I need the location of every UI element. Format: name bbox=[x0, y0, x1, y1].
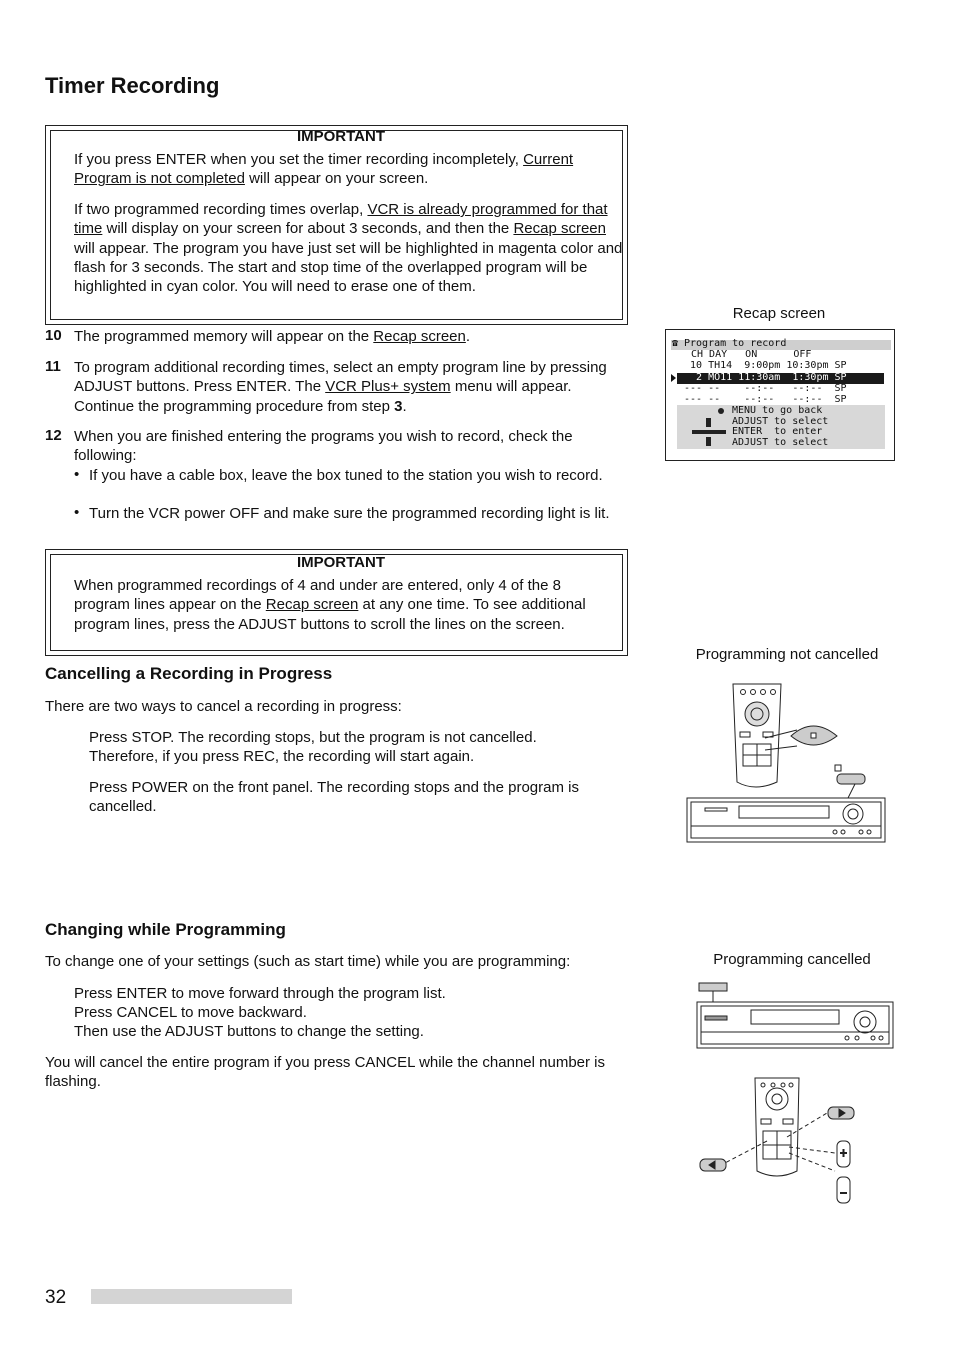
cancel-option-1: Press STOP. The recording stops, but the program is not cancelled. Therefore, if you press REC, the recording will start again. bbox=[89, 729, 537, 766]
recap-header: CH DAY ON OFF bbox=[691, 349, 812, 360]
adjust-button-icon-2 bbox=[706, 437, 711, 446]
page-title: Timer Recording bbox=[45, 73, 220, 98]
recap-row-1: 10 TH14 9:00pm 10:30pm SP bbox=[684, 360, 847, 371]
footer-bar bbox=[91, 1289, 292, 1304]
cancel-intro: There are two ways to cancel a recording in progress: bbox=[45, 698, 402, 715]
recap-help-3: ENTER to enter bbox=[732, 426, 823, 437]
caption-not-cancelled: Programming not cancelled bbox=[695, 646, 879, 663]
recap-row-2: 2 MO11 11:30am 1:30pm SP bbox=[684, 372, 847, 383]
recap-phone-icon: ☎ bbox=[672, 338, 679, 349]
important-heading-1: IMPORTANT bbox=[296, 128, 386, 145]
recap-row-4: --- -- --:-- --:-- SP bbox=[684, 394, 847, 405]
vcr-power-illustration bbox=[695, 980, 895, 1052]
change-line-3: Then use the ADJUST buttons to change the setting. bbox=[74, 1023, 424, 1040]
important-1-para-1: If you press ENTER when you set the timer recording incompletely, Current Program is not completed will appear on your screen. bbox=[74, 151, 574, 188]
recap-title: Program to record bbox=[684, 338, 787, 349]
page-number: 32 bbox=[45, 1287, 67, 1308]
change-section-heading: Changing while Programming bbox=[45, 920, 286, 939]
change-line-2: Press CANCEL to move backward. bbox=[74, 1004, 307, 1021]
important-heading-2: IMPORTANT bbox=[296, 554, 386, 571]
adjust-button-icon bbox=[706, 418, 711, 427]
remote-cancel-illustration bbox=[695, 1075, 865, 1210]
stop-button-illustration bbox=[685, 680, 890, 845]
step-number-11: 11 bbox=[45, 358, 61, 375]
bullet-mark-2: • bbox=[74, 504, 80, 521]
important-1-para-2: If two programmed recording times overlap, VCR is already programmed for that time will display on your screen for about 3 seconds, and then the Recap screen will appear. The program you have just set will be highlighted in magenta color and flash for 3 seconds. The start and stop time of the overlapped program will be highlighted in cyan color. You will need to erase one of them. bbox=[74, 201, 623, 296]
recap-cursor-arrow-icon bbox=[671, 374, 676, 382]
step-number-12: 12 bbox=[45, 427, 62, 444]
recap-row-3: --- -- --:-- --:-- SP bbox=[684, 383, 847, 394]
change-line-1: Press ENTER to move forward through the program list. bbox=[74, 985, 446, 1002]
step-text-10: The programmed memory will appear on the Recap screen. bbox=[74, 328, 471, 345]
bullet-mark-1: • bbox=[74, 466, 80, 483]
recap-screen bbox=[665, 329, 895, 461]
menu-button-icon bbox=[718, 408, 724, 414]
bullet-text-1: If you have a cable box, leave the box tuned to the station you wish to record. bbox=[89, 467, 603, 484]
recap-help-4: ADJUST to select bbox=[732, 437, 829, 448]
enter-button-icon bbox=[692, 430, 726, 434]
important-2-text: When programmed recordings of 4 and under are entered, only 4 of the 8 program lines appear on the Recap screen at any one time. To see additional program lines, press the ADJUST buttons to scroll the lines on the screen. bbox=[74, 577, 586, 633]
cancel-section-heading: Cancelling a Recording in Progress bbox=[45, 664, 333, 683]
step-text-11: To program additional recording times, select an empty program line by pressing ADJUST buttons. Press ENTER. The VCR Plus+ system menu will appear. Continue the programming procedure from step 3. bbox=[74, 359, 607, 415]
caption-cancelled: Programming cancelled bbox=[713, 951, 871, 968]
recap-help-2: ADJUST to select bbox=[732, 416, 829, 427]
cancel-option-2: Press POWER on the front panel. The recording stops and the program is cancelled. bbox=[89, 779, 579, 816]
change-intro: To change one of your settings (such as start time) while you are programming: bbox=[45, 953, 571, 970]
change-outro: You will cancel the entire program if you press CANCEL while the channel number is flashing. bbox=[45, 1054, 606, 1091]
step-number-10: 10 bbox=[45, 327, 62, 344]
caption-recap-screen: Recap screen bbox=[732, 305, 826, 322]
recap-help-1: MENU to go back bbox=[732, 405, 823, 416]
bullet-text-2: Turn the VCR power OFF and make sure the programmed recording light is lit. bbox=[89, 505, 610, 522]
step-text-12: When you are finished entering the programs you wish to record, check the following: bbox=[74, 428, 573, 465]
